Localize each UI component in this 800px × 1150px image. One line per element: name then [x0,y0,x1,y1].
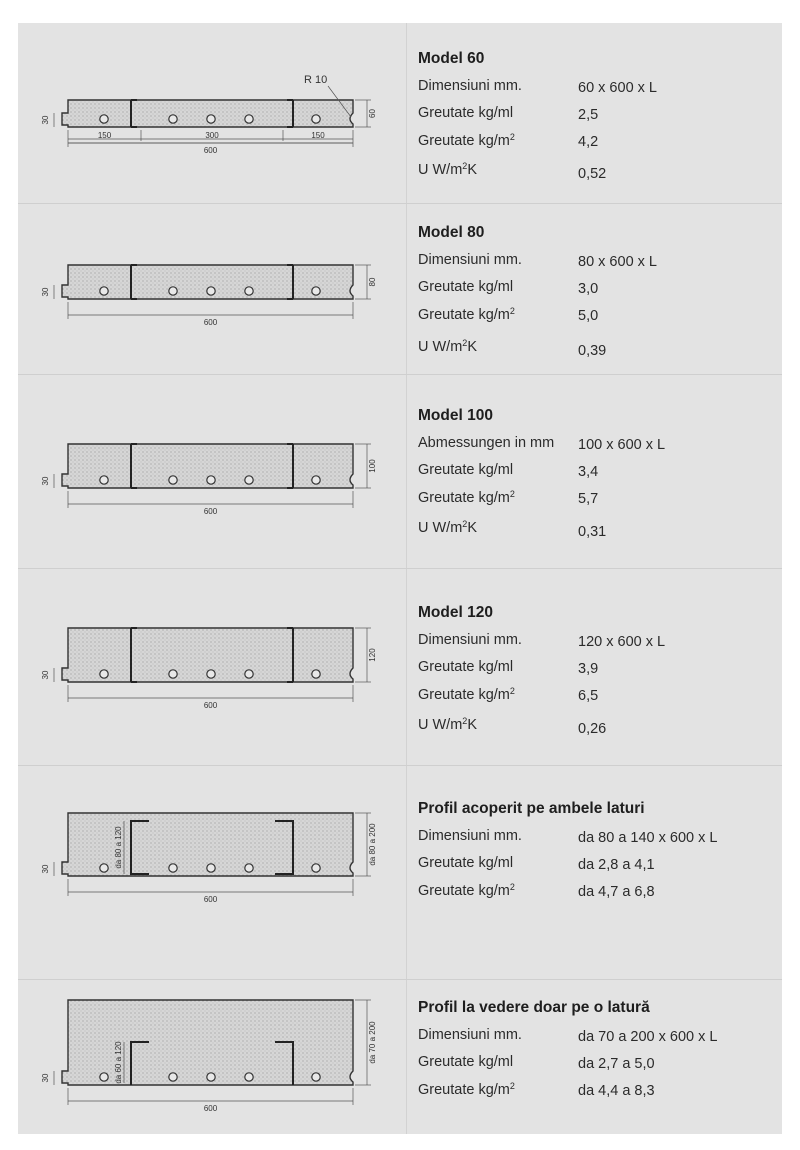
profile-height-dimension: da 60 a 120 [114,1041,123,1084]
segment-dimension: 150 [311,131,325,140]
hole [207,476,215,484]
model-title: Model 100 [418,407,493,424]
thickness-dimension: da 80 a 200 [368,823,377,866]
hole [100,864,108,872]
hole [169,115,177,123]
panel-drawing [18,766,406,979]
panel-drawing [18,375,406,568]
hole [245,864,253,872]
spec-label: U $W/m^2K$ [418,161,477,178]
specs-cell [407,23,782,203]
product-row [18,375,782,569]
hole [207,287,215,295]
hole [312,287,320,295]
panel-cross-section [62,265,353,299]
spec-value: 100 x 600 x L [578,437,666,453]
thickness-dimension: 100 [368,459,377,473]
spec-value: da 70 a 200 x 600 x L [578,1029,718,1045]
width-dimension: 600 [203,146,218,155]
spec-label: Dimensiuni mm. [418,252,522,268]
hole [207,864,215,872]
specs-cell [407,980,782,1134]
spec-value: 0,31 [578,524,607,540]
profile-height-dimension: da 80 a 120 [114,826,123,869]
panel-cross-section [62,628,353,682]
hole [245,476,253,484]
panel-cross-section [62,813,353,876]
spec-value: 0,26 [578,721,607,737]
product-row [18,204,782,375]
width-dimension: 600 [203,318,218,327]
spec-value: 3,0 [578,281,599,297]
product-row [18,569,782,766]
hole [207,1073,215,1081]
tongue-dimension: 30 [41,1073,50,1083]
spec-label: Greutate $kg/m^2$ [418,1081,515,1098]
width-dimension: 600 [203,1104,218,1113]
drawing-cell [18,980,407,1134]
spec-value: 80 x 600 x L [578,254,657,270]
panel-drawing [18,980,406,1134]
hole [312,864,320,872]
drawing-cell [18,204,407,374]
panel-drawing [18,204,406,374]
thickness-dimension: 60 [368,109,377,118]
spec-value: 2,5 [578,107,599,123]
hole [312,670,320,678]
hole [100,115,108,123]
panel-drawing [18,569,406,765]
spec-label: Dimensiuni mm. [418,632,522,648]
spec-value: 0,52 [578,166,607,182]
hole [312,115,320,123]
radius-callout: R 10 [304,74,328,86]
spec-label: Greutate $kg/m^2$ [418,306,515,323]
spec-label: Greutate $kg/m^2$ [418,489,515,506]
spec-value: 3,9 [578,661,599,677]
spec-label: Greutate kg/ml [418,1054,514,1070]
spec-value: 3,4 [578,464,599,480]
spec-label: Dimensiuni mm. [418,828,522,844]
spec-label: Dimensiuni mm. [418,1027,522,1043]
model-title: Model 80 [418,224,485,241]
specs-cell [407,375,782,568]
model-title: Profil acoperit pe ambele laturi [418,800,645,817]
tongue-dimension: 30 [41,476,50,486]
hole [312,476,320,484]
width-dimension: 600 [203,895,218,904]
hole [245,670,253,678]
spec-value: da 4,4 a 8,3 [578,1083,655,1099]
spec-label: Abmessungen in mm [418,435,555,451]
segment-dimension: 300 [205,131,219,140]
model-title: Model 120 [418,604,493,621]
spec-value: da 4,7 a 6,8 [578,884,655,900]
panel-outline [62,1000,353,1085]
thickness-dimension: 80 [368,277,377,287]
hole [100,670,108,678]
tongue-dimension: 30 [41,864,50,874]
spec-label: Greutate kg/ml [418,659,514,675]
segment-dimension: 150 [97,131,112,140]
spec-value: da 2,8 a 4,1 [578,857,655,873]
spec-value: 6,5 [578,688,599,704]
spec-label: U $W/m^2K$ [418,519,477,536]
hole [312,1073,320,1081]
drawing-cell [18,766,407,979]
tongue-dimension: 30 [41,287,50,297]
specs-cell [407,766,782,979]
panel-drawing [18,23,406,203]
spec-value: 5,7 [578,491,599,507]
hole [207,670,215,678]
width-dimension: 600 [203,507,218,516]
spec-value: 0,39 [578,343,607,359]
drawing-cell [18,375,407,568]
hole [169,670,177,678]
hole [245,115,253,123]
hole [169,287,177,295]
spec-value: 5,0 [578,308,599,324]
tongue-dimension: 30 [41,115,50,125]
panel-cross-section [62,444,353,488]
product-row [18,23,782,204]
spec-value: da 2,7 a 5,0 [578,1056,655,1072]
product-spec-table [18,23,782,1134]
spec-value: da 80 a 140 x 600 x L [578,830,718,846]
hole [100,476,108,484]
model-title: Model 60 [418,50,485,67]
spec-label: Dimensiuni mm. [418,78,522,94]
spec-label: Greutate kg/ml [418,855,514,871]
spec-label: Greutate kg/ml [418,105,514,121]
panel-cross-section [62,100,353,127]
spec-label: Greutate kg/ml [418,462,514,478]
spec-label: U $W/m^2K$ [418,338,477,355]
thickness-dimension: da 70 a 200 [368,1021,377,1064]
hole [100,287,108,295]
spec-label: Greutate $kg/m^2$ [418,882,515,899]
hole [169,864,177,872]
spec-label: Greutate kg/ml [418,279,514,295]
product-row [18,766,782,980]
hole [169,1073,177,1081]
panel-cross-section [62,1000,353,1085]
drawing-cell [18,569,407,765]
product-row [18,980,782,1134]
hole [207,115,215,123]
specs-cell [407,569,782,765]
spec-label: Greutate $kg/m^2$ [418,686,515,703]
thickness-dimension: 120 [368,648,377,662]
spec-label: U $W/m^2K$ [418,716,477,733]
spec-value: 60 x 600 x L [578,80,657,96]
drawing-cell [18,23,407,203]
hole [245,287,253,295]
hole [169,476,177,484]
spec-value: 120 x 600 x L [578,634,666,650]
hole [245,1073,253,1081]
hole [100,1073,108,1081]
spec-label: Greutate $kg/m^2$ [418,132,515,149]
model-title: Profil la vedere doar pe o latură [418,999,650,1016]
width-dimension: 600 [203,701,218,710]
spec-value: 4,2 [578,134,599,150]
tongue-dimension: 30 [41,670,50,680]
specs-cell [407,204,782,374]
